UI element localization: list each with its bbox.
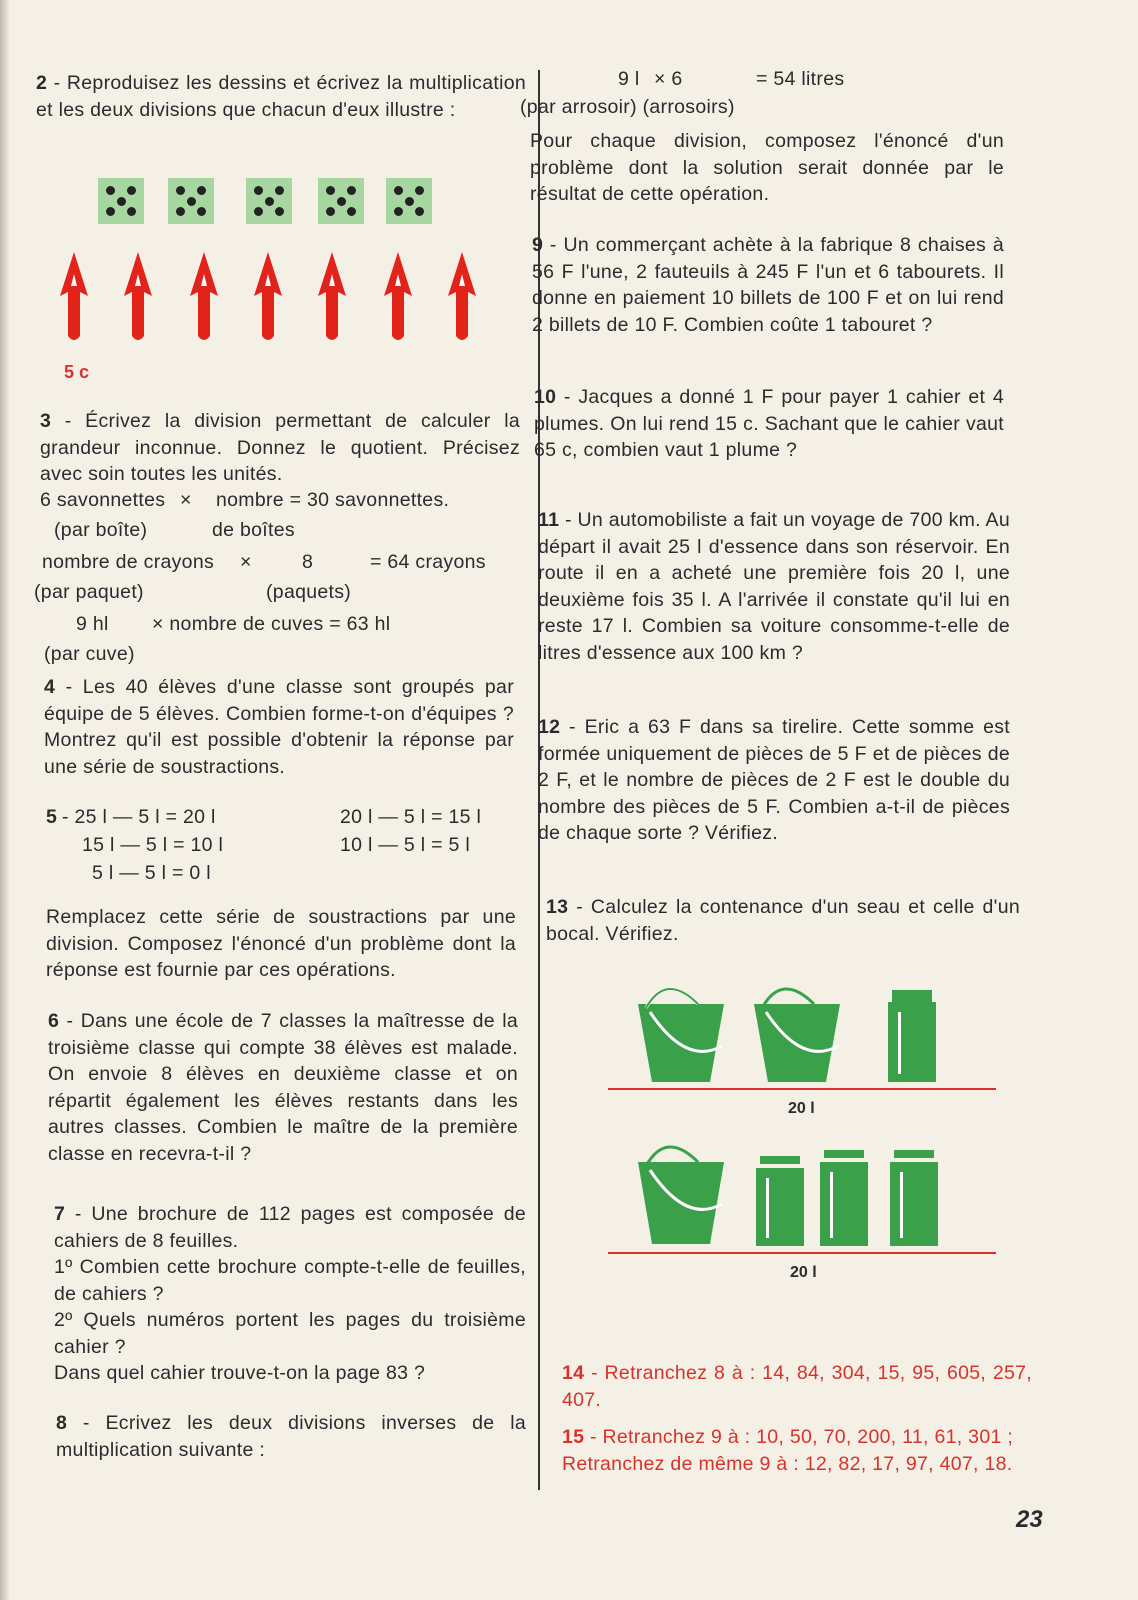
exercise-4	[44, 674, 514, 780]
dice-five	[246, 178, 292, 224]
exercise-number: 8	[56, 1412, 68, 1434]
exercise-number: 13	[546, 896, 569, 918]
equation-term: = 54 litres	[756, 68, 845, 90]
exercise-10	[534, 384, 1004, 464]
equation: 5 l — 5 l = 0 l	[92, 862, 211, 884]
equation: 20 l — 5 l = 15 l	[340, 806, 482, 828]
equation: 10 l — 5 l = 5 l	[340, 834, 470, 856]
red-arrow-icon	[254, 252, 282, 340]
weight-label: 20 l	[790, 1264, 817, 1281]
exercise-text: - Un commerçant achète à la fabrique 8 chaises à 56 F l'une, 2 fauteuils à 245 F l'un et 6 tabourets. Il donne en paiement 10 billets de 100 F et on lui rend 2 billets de 10 F. Combien coûte 1 tabouret ?	[532, 234, 1004, 336]
exercise-number: 4	[44, 676, 56, 698]
scale-line	[608, 1252, 996, 1254]
exercise-11	[538, 507, 1010, 666]
equation-operator: ×	[240, 551, 252, 573]
question: Dans quel cahier trouve-t-on la page 83 ?	[54, 1362, 426, 1384]
dice-five	[98, 178, 144, 224]
jar-icon	[756, 1156, 804, 1246]
exercise-8-continued	[530, 128, 1004, 208]
buckets-figure-2	[636, 1144, 956, 1250]
equation-operator: ×	[180, 489, 192, 511]
exercise-number: 9	[532, 234, 544, 256]
jar-icon	[888, 990, 936, 1082]
unit-note: (par cuve)	[44, 643, 135, 665]
exercise-text: - Écrivez la division permettant de calculer la grandeur inconnue. Donnez le quotient. Précisez avec soin toutes les unités.	[40, 410, 520, 485]
exercise-text: - Reproduisez les dessins et écrivez la multiplication et les deux divisions que chacun d'eux illustre :	[36, 72, 526, 121]
exercise-6	[48, 1008, 518, 1167]
exercise-8	[56, 1410, 526, 1463]
exercise-3-equations	[34, 487, 530, 667]
exercise-number: 10	[534, 386, 557, 408]
scale-line	[608, 1088, 996, 1090]
unit-note: (par paquet)	[34, 581, 144, 603]
exercise-text: - Les 40 élèves d'une classe sont groupés par équipe de 5 élèves. Combien forme-t-on d'équipes ? Montrez qu'il est possible d'obtenir la réponse par une série de soustractions.	[44, 676, 514, 778]
question: 1º Combien cette brochure compte-t-elle de feuilles, de cahiers ?	[54, 1256, 526, 1305]
unit-note: (paquets)	[266, 581, 352, 603]
equation-term: = 64 crayons	[370, 551, 486, 573]
exercise-text: - Retranchez 8 à : 14, 84, 304, 15, 95, 605, 257, 407.	[562, 1362, 1032, 1411]
equation-term: nombre de crayons	[42, 551, 215, 573]
unit-note: (par arrosoir) (arrosoirs)	[520, 96, 735, 118]
unit-note: (par boîte)	[54, 519, 148, 541]
red-arrows-figure	[58, 252, 498, 347]
weight-label: 20 l	[788, 1100, 815, 1117]
equation-term: 8	[302, 551, 314, 573]
exercise-12	[538, 714, 1010, 847]
red-arrow-icon	[318, 252, 346, 340]
dice-five	[386, 178, 432, 224]
exercise-text: - Retranchez 9 à : 10, 50, 70, 200, 11, 61, 301 ;	[584, 1426, 1014, 1448]
exercise-text: - Un automobiliste a fait un voyage de 700 km. Au départ il avait 25 l d'essence dans son réservoir. En route il en a acheté une première fois 20 l, une deuxième fois 35 l. A l'arrivée il constate qu'il lui en reste 17 l. Combien sa voiture consomme-t-elle de litres d'essence aux 100 km ?	[538, 509, 1010, 664]
bucket-icon	[754, 989, 840, 1082]
exercise-7	[54, 1201, 526, 1387]
equation: - 25 l — 5 l = 20 l	[62, 806, 216, 828]
exercise-text: - Ecrivez les deux divisions inverses de la multiplication suivante :	[56, 1412, 526, 1461]
red-arrow-icon	[190, 252, 218, 340]
page-number: 23	[1016, 1506, 1043, 1533]
exercise-3	[40, 408, 520, 488]
unit-note: de boîtes	[212, 519, 295, 541]
exercise-text: - Jacques a donné 1 F pour payer 1 cahier et 4 plumes. On lui rend 15 c. Sachant que le cahier vaut 65 c, combien vaut 1 plume ?	[534, 386, 1004, 461]
exercise-13	[546, 894, 1020, 947]
equation-term: 9 hl	[76, 613, 109, 635]
exercise-text: Retranchez de même 9 à : 12, 82, 17, 97, 407, 18.	[562, 1452, 1013, 1475]
exercise-number: 5	[46, 806, 58, 828]
equation-term: × 6	[654, 68, 683, 90]
red-arrow-icon	[60, 252, 88, 340]
exercise-2	[36, 70, 526, 123]
red-arrow-icon	[124, 252, 152, 340]
exercise-14	[562, 1360, 1032, 1413]
equation-term: nombre = 30 savonnettes.	[216, 489, 450, 511]
equation-term: 9 l	[618, 68, 640, 90]
exercise-text: - Calculez la contenance d'un seau et celle d'un bocal. Vérifiez.	[546, 896, 1020, 945]
exercise-number: 12	[538, 716, 561, 738]
exercise-number: 3	[40, 410, 52, 432]
exercise-9	[532, 232, 1004, 338]
bucket-icon	[638, 1147, 724, 1244]
exercise-number: 11	[538, 509, 560, 531]
exercise-number: 14	[562, 1362, 585, 1384]
exercise-number: 7	[54, 1203, 66, 1225]
multiplication-example	[520, 66, 1020, 120]
exercise-5-text	[46, 904, 516, 984]
exercise-text: Remplacez cette série de soustractions par une division. Composez l'énoncé d'un problème dont la réponse est fournie par ces opérations.	[46, 906, 516, 981]
exercise-text: - Dans une école de 7 classes la maîtresse de la troisième classe qui compte 38 élèves est malade. On envoie 8 élèves en deuxième classe et on répartit également les élèves restants dans les autres classes. Combien le maître de la première classe en recevra-t-il ?	[48, 1010, 518, 1165]
buckets-figure-1	[636, 986, 956, 1088]
jar-icon	[820, 1150, 868, 1246]
equation: 15 l — 5 l = 10 l	[82, 834, 224, 856]
binding-shadow	[0, 0, 10, 1600]
dice-five	[168, 178, 214, 224]
exercise-number: 6	[48, 1010, 60, 1032]
exercise-5	[46, 804, 526, 886]
equation-term: 6 savonnettes	[40, 489, 166, 511]
exercise-number: 15	[562, 1426, 585, 1448]
red-arrow-icon	[384, 252, 412, 340]
red-arrow-icon	[448, 252, 476, 340]
jar-icon	[890, 1150, 938, 1246]
exercise-text: Pour chaque division, composez l'énoncé d'un problème dont la solution serait donnée par le résultat de cette opération.	[530, 130, 1004, 205]
bucket-icon	[638, 989, 724, 1082]
dice-five	[318, 178, 364, 224]
question: 2º Quels numéros portent les pages du troisième cahier ?	[54, 1309, 526, 1358]
price-label: 5 c	[64, 362, 90, 382]
exercise-text: - Une brochure de 112 pages est composée de cahiers de 8 feuilles.	[54, 1203, 526, 1252]
exercise-number: 2	[36, 72, 48, 94]
exercise-text: - Eric a 63 F dans sa tirelire. Cette somme est formée uniquement de pièces de 5 F et de pièces de 2 F, et le nombre de pièces de 2 F est le double du nombre des pièces de 5 F. Combien a-t-il de pièces de chaque sorte ? Vérifiez.	[538, 716, 1010, 844]
equation-term: × nombre de cuves = 63 hl	[152, 613, 391, 635]
exercise-15	[562, 1424, 1042, 1477]
